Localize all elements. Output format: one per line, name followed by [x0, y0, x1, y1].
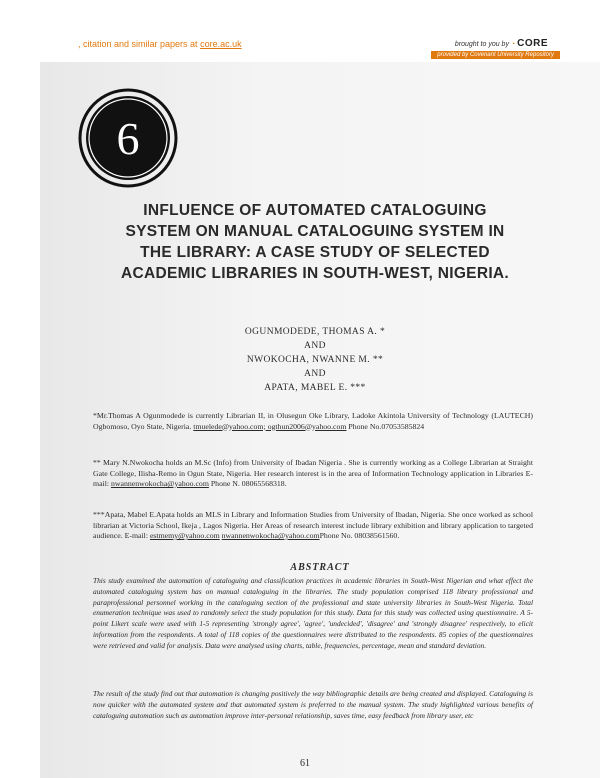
- title-line: THE LIBRARY: A CASE STUDY OF SELECTED: [140, 244, 490, 261]
- bio-phone: Phone No.07053585824: [346, 421, 425, 431]
- author-bio-2: [93, 458, 533, 490]
- provided-by: provided by Covenant University Repository: [431, 51, 560, 59]
- bio-email[interactable]: tmuelede@yahoo.com; ogthun2006@yahoo.com: [193, 421, 347, 431]
- abstract-paragraph-2: The result of the study find out that automation is changing positively the way bibliographic details are being created and displayed. Cataloguing is now quicker with the automated system and that automated system is preferred to the manual system. The study highlighted various benefits of cataloguing automation such as automation improve inter-personal relationship, saves time, easy feedback from library user, etc: [93, 689, 533, 720]
- bio-phone: Phone No. 08038561560.: [319, 531, 400, 540]
- chapter-emblem: [78, 88, 178, 188]
- title-line: INFLUENCE OF AUTOMATED CATALOGUING: [143, 202, 487, 219]
- author-block: [190, 325, 440, 395]
- core-badge[interactable]: [455, 38, 548, 49]
- bio-text: ** Mary N.Nwokocha holds an M.Sc (Info) from University of Ibadan Nigeria . She is currently working as a College Librarian at Straight Gate College, Ilisha-Remo in Ogun State, Nigeria. Her research interest is in the area of Information Technology application in Libraries E-mail:: [93, 458, 533, 488]
- bio-text: *Mr.Thomas A Ogunmodede is currently Librarian II, in Olusegun Oke Library, Ladoke Akintola University of Technology (LAUTECH) Ogbomoso, Oyo State, Nigeria.: [93, 411, 533, 431]
- citation-notice: [78, 39, 242, 49]
- bio-email[interactable]: nwannenwokocha@yahoo.com: [110, 479, 209, 488]
- author-line: APATA, MABEL E. ***: [264, 383, 366, 393]
- title-line: SYSTEM ON MANUAL CATALOGUING SYSTEM IN: [125, 223, 505, 240]
- bio-email[interactable]: nwannenwokocha@yahoo.com: [221, 531, 320, 540]
- citation-prefix: , citation and similar papers at: [78, 39, 201, 49]
- author-line: AND: [304, 369, 326, 379]
- paper-title: [110, 200, 520, 284]
- core-link[interactable]: core.ac.uk: [200, 39, 242, 49]
- page-number: 61: [300, 758, 310, 769]
- author-line: AND: [304, 341, 326, 351]
- abstract-heading: ABSTRACT: [290, 562, 350, 573]
- author-line: NWOKOCHA, NWANNE M. **: [246, 355, 384, 365]
- core-logo-icon: ◔: [510, 41, 516, 48]
- core-logo-text: CORE: [517, 38, 548, 49]
- repository-banner: [0, 0, 600, 60]
- title-line: ACADEMIC LIBRARIES IN SOUTH-WEST, NIGERIA.: [120, 265, 510, 282]
- abstract-paragraph-1: This study examined the automation of cataloguing and classification practices in academic libraries in South-West Nigerian and what effect the automated cataloguing system has on manual cataloguing in the libraries. The study population comprised 118 library professional and paraprofessional personnel working in the cataloguing section of the professional and state university libraries in South-West Nigeria. Total enumeration technique was used to randomly select the study population for this study. Data for this study was collected using questionnaire. A 5-point Likert scale were used with 1-5 representing 'strongly agree', 'agree', 'undecided', 'disagree' and 'strongly disagree' respectively, to elicit information from the respondents. A total of 118 copies of the questionnaires were distributed to the respondents. 85 copies of the questionnaires were retrieved and valid for analysis. Data were analysed using charts, table, frequencies, percentage, mean and standard deviation.: [93, 576, 533, 650]
- bio-phone: Phone N. 08065568318.: [208, 479, 287, 488]
- author-bio-1: [93, 411, 533, 432]
- bio-text: ***Apata, Mabel E.Apata holds an MLS in Library and Information Studies from University of Ibadan, Nigeria. She once worked as school librarian at Victoria School, Ikeja , Lagos Nigeria. Her Areas of research interest include library exhibition and library application to targeted audience. E-mail:: [93, 510, 533, 540]
- bio-email[interactable]: estmemy@yahoo.com: [149, 531, 220, 540]
- brought-by-text: brought to you by: [454, 41, 509, 48]
- chapter-number: 6: [116, 113, 140, 164]
- author-bio-3: [93, 510, 533, 542]
- author-line: OGUNMODEDE, THOMAS A. *: [244, 327, 386, 337]
